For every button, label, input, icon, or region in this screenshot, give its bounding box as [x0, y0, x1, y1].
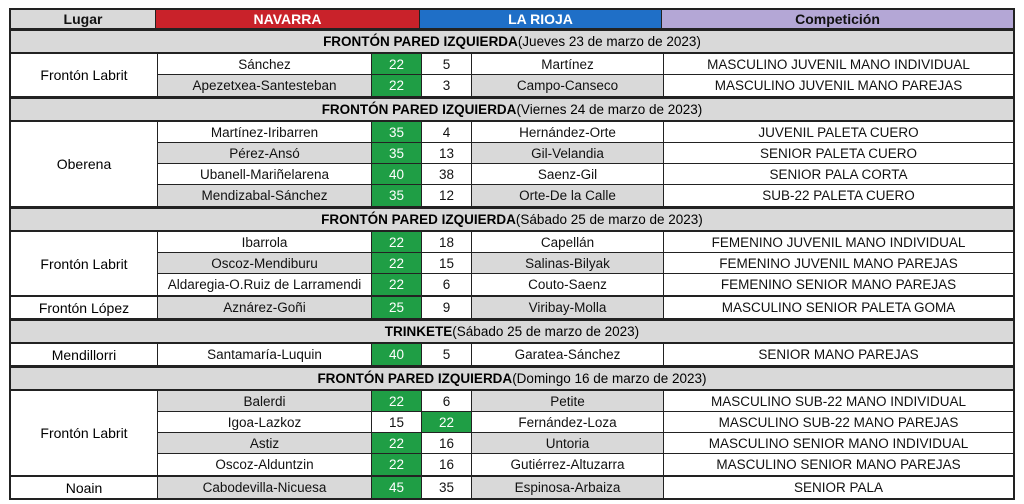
competition-name: MASCULINO SENIOR PALETA GOMA	[721, 300, 956, 315]
venue-name: Frontón López	[11, 297, 158, 318]
larioja-player: Viribay-Molla	[472, 297, 664, 318]
venue-group	[9, 391, 1015, 477]
navarra-score: 35	[372, 185, 422, 206]
match-row	[158, 297, 1013, 318]
navarra-player: Pérez-Ansó	[158, 143, 372, 164]
section-date: (Domingo 16 de marzo de 2023)	[512, 371, 707, 386]
match-row	[158, 185, 1013, 206]
larioja-score: 4	[422, 122, 472, 143]
larioja-player: Campo-Canseco	[472, 75, 664, 96]
larioja-score: 16	[422, 454, 472, 475]
larioja-player: Fernández-Loza	[472, 412, 664, 433]
navarra-player: Martínez-Iribarren	[158, 122, 372, 143]
larioja-player: Capellán	[472, 232, 664, 253]
larioja-score: 5	[422, 344, 472, 365]
navarra-player: Oscoz-Alduntzin	[158, 454, 372, 475]
match-rows	[158, 344, 1013, 365]
competition-name: MASCULINO SUB-22 MANO INDIVIDUAL	[664, 391, 1013, 412]
section-header	[9, 320, 1015, 344]
navarra-score: 15	[372, 412, 422, 433]
match-row	[158, 122, 1013, 143]
larioja-score: 16	[422, 433, 472, 454]
section-date: (Sábado 25 de marzo de 2023)	[452, 324, 640, 339]
competition-name: MASCULINO JUVENIL MANO PAREJAS	[714, 78, 963, 93]
larioja-player: Gutiérrez-Altuzarra	[472, 454, 664, 475]
navarra-score: 22	[372, 454, 422, 475]
navarra-player: Ibarrola	[158, 232, 372, 253]
larioja-player: Martínez	[472, 54, 664, 75]
larioja-player: Espinosa-Arbaiza	[472, 477, 664, 498]
venue-name: Oberena	[11, 122, 158, 206]
match-row	[158, 454, 1013, 475]
navarra-score: 40	[372, 164, 422, 185]
navarra-player: Mendizabal-Sánchez	[158, 185, 372, 206]
larioja-score: 3	[422, 75, 472, 96]
competition-name: JUVENIL PALETA CUERO	[664, 122, 1013, 143]
section-date: (Jueves 23 de marzo de 2023)	[517, 34, 701, 49]
larioja-score: 35	[422, 477, 472, 498]
venue-name: Frontón Labrit	[11, 391, 158, 475]
section-header	[9, 30, 1015, 54]
venue-name: Frontón Labrit	[11, 54, 158, 96]
match-row	[158, 274, 1013, 295]
competition-name: MASCULINO JUVENIL MANO INDIVIDUAL	[664, 54, 1013, 75]
match-row	[158, 54, 1013, 75]
match-row	[158, 344, 1013, 365]
section-title: FRONTÓN PARED IZQUIERDA	[321, 212, 516, 227]
table-body	[9, 30, 1015, 500]
match-row	[158, 391, 1013, 412]
venue-group	[9, 477, 1015, 500]
larioja-player: Salinas-Bilyak	[472, 253, 664, 274]
larioja-score: 22	[422, 412, 472, 433]
navarra-player: Aldaregia-O.Ruiz de Larramendi	[158, 274, 372, 295]
navarra-player: Igoa-Lazkoz	[158, 412, 372, 433]
match-rows	[158, 232, 1013, 295]
larioja-player: Orte-De la Calle	[472, 185, 664, 206]
competition-name: FEMENINO SENIOR MANO PAREJAS	[720, 277, 957, 292]
larioja-score: 5	[422, 54, 472, 75]
section-date: (Sábado 25 de marzo de 2023)	[515, 212, 703, 227]
match-row	[158, 433, 1013, 454]
navarra-player: Balerdi	[158, 391, 372, 412]
header-navarra: NAVARRA	[156, 8, 420, 30]
larioja-score: 12	[422, 185, 472, 206]
match-rows	[158, 297, 1013, 318]
venue-group	[9, 232, 1015, 297]
navarra-player: Aznárez-Goñi	[158, 297, 372, 318]
match-row	[158, 75, 1013, 96]
navarra-score: 22	[372, 75, 422, 96]
competition-name: MASCULINO SUB-22 MANO PAREJAS	[664, 412, 1013, 433]
competition-name: SUB-22 PALETA CUERO	[762, 188, 915, 203]
match-rows	[158, 54, 1013, 96]
larioja-player: Petite	[472, 391, 664, 412]
venue-group	[9, 297, 1015, 320]
header-larioja: LA RIOJA	[420, 8, 662, 30]
section-header	[9, 98, 1015, 122]
larioja-score: 18	[422, 232, 472, 253]
navarra-player: Ubanell-Mariñelarena	[158, 164, 372, 185]
match-row	[158, 412, 1013, 433]
larioja-player: Couto-Saenz	[472, 274, 664, 295]
navarra-score: 45	[372, 477, 422, 498]
navarra-player: Apezetxea-Santesteban	[158, 75, 372, 96]
navarra-score: 25	[372, 297, 422, 318]
larioja-player: Garatea-Sánchez	[472, 344, 664, 365]
larioja-score: 9	[422, 297, 472, 318]
larioja-player: Gil-Velandia	[472, 143, 664, 164]
navarra-score: 22	[372, 433, 422, 454]
match-rows	[158, 122, 1013, 206]
section-date: (Viernes 24 de marzo de 2023)	[516, 102, 703, 117]
section-header	[9, 208, 1015, 232]
navarra-score: 22	[372, 54, 422, 75]
competition-name: SENIOR PALETA CUERO	[664, 143, 1013, 164]
section-title: FRONTÓN PARED IZQUIERDA	[321, 102, 517, 117]
navarra-score: 40	[372, 344, 422, 365]
navarra-player: Sánchez	[158, 54, 372, 75]
navarra-score: 22	[372, 274, 422, 295]
navarra-player: Cabodevilla-Nicuesa	[158, 477, 372, 498]
navarra-score: 22	[372, 253, 422, 274]
navarra-player: Oscoz-Mendiburu	[158, 253, 372, 274]
header-competicion: Competición	[662, 8, 1015, 30]
larioja-score: 15	[422, 253, 472, 274]
table-header	[9, 8, 1015, 30]
venue-name: Mendillorri	[11, 344, 158, 365]
venue-group	[9, 122, 1015, 208]
match-row	[158, 232, 1013, 253]
results-table	[9, 8, 1015, 500]
competition-name: MASCULINO SENIOR MANO INDIVIDUAL	[664, 433, 1013, 454]
venue-group	[9, 344, 1015, 367]
match-row	[158, 143, 1013, 164]
larioja-score: 6	[422, 274, 472, 295]
venue-name: Frontón Labrit	[11, 232, 158, 295]
section-title: FRONTÓN PARED IZQUIERDA	[317, 371, 513, 386]
match-rows	[158, 391, 1013, 475]
section-header	[9, 367, 1015, 391]
navarra-player: Astiz	[158, 433, 372, 454]
competition-name: SENIOR PALA	[793, 480, 884, 495]
larioja-score: 6	[422, 391, 472, 412]
navarra-score: 35	[372, 122, 422, 143]
header-lugar: Lugar	[9, 8, 156, 30]
larioja-player: Untoria	[472, 433, 664, 454]
match-row	[158, 164, 1013, 185]
navarra-score: 22	[372, 232, 422, 253]
venue-group	[9, 54, 1015, 98]
venue-name: Noain	[11, 477, 158, 498]
navarra-score: 35	[372, 143, 422, 164]
navarra-score: 22	[372, 391, 422, 412]
competition-name: FEMENINO JUVENIL MANO PAREJAS	[664, 253, 1013, 274]
match-row	[158, 477, 1013, 498]
larioja-score: 13	[422, 143, 472, 164]
competition-name: FEMENINO JUVENIL MANO INDIVIDUAL	[664, 232, 1013, 253]
section-title: TRINKETE	[384, 324, 453, 339]
section-title: FRONTÓN PARED IZQUIERDA	[323, 34, 518, 49]
larioja-score: 38	[422, 164, 472, 185]
competition-name: SENIOR PALA CORTA	[664, 164, 1013, 185]
larioja-player: Saenz-Gil	[472, 164, 664, 185]
navarra-player: Santamaría-Luquin	[158, 344, 372, 365]
match-rows	[158, 477, 1013, 498]
match-row	[158, 253, 1013, 274]
larioja-player: Hernández-Orte	[472, 122, 664, 143]
competition-name: SENIOR MANO PAREJAS	[758, 347, 919, 362]
competition-name: MASCULINO SENIOR MANO PAREJAS	[716, 457, 961, 472]
